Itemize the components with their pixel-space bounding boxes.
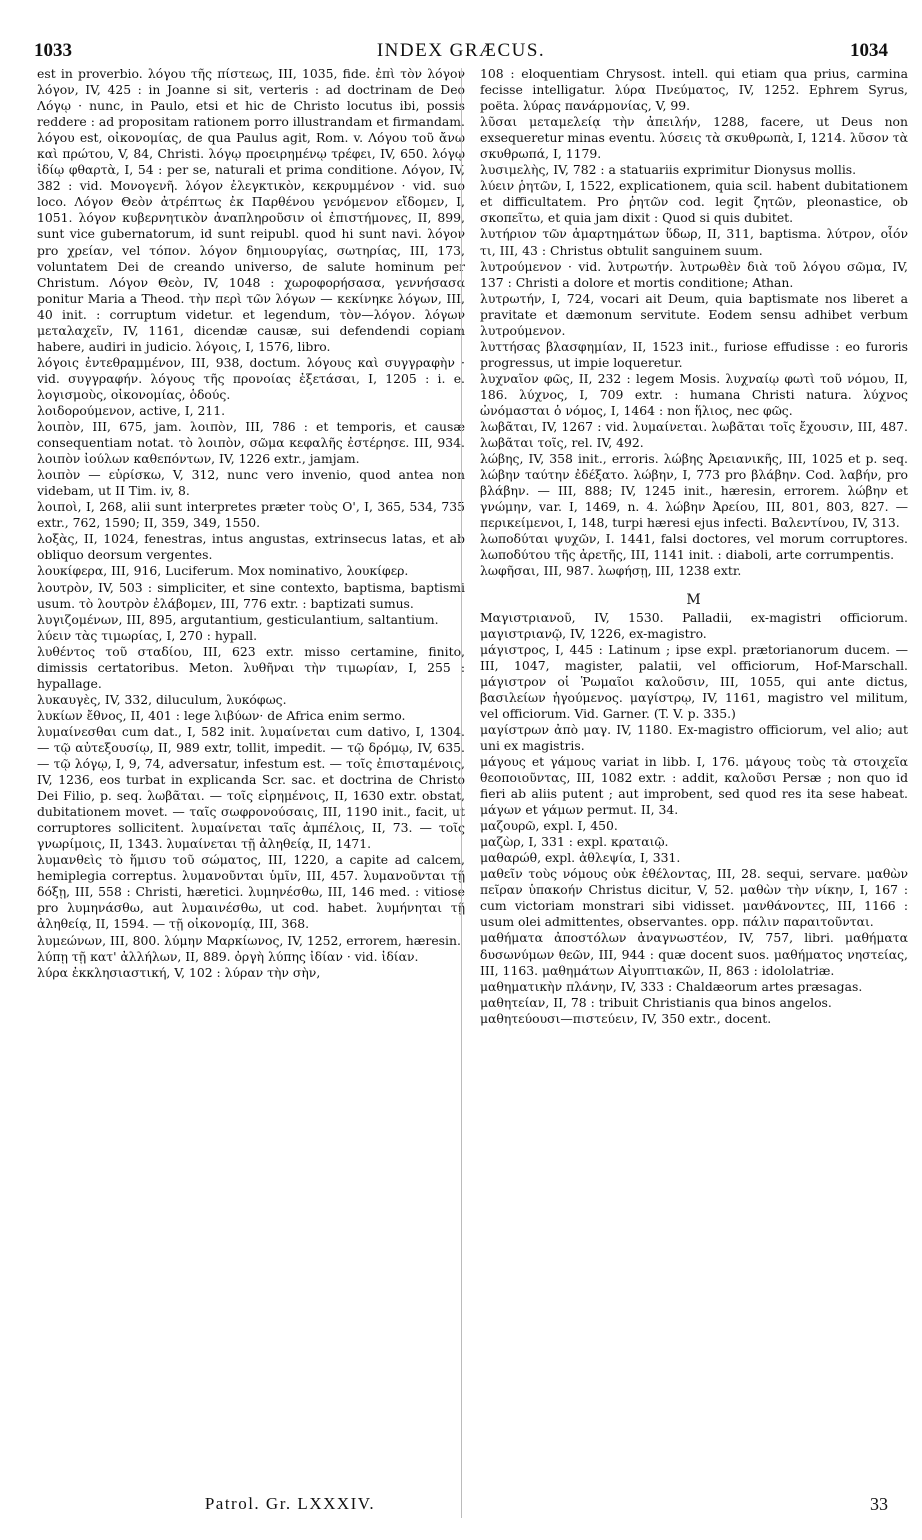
signature-mark: Patrol. Gr. LXXXIV. xyxy=(204,1494,376,1513)
index-entry: μαθεῖν τοὺς νόμους οὐκ ἐθέλοντας, III, 28. sequi, servare. μαθὼν πεῖραν ὑπακοήν Christus dicitur, V, 52. μαθὼν τὴν νίκην, I, 167 : cum victoriam monstrari sibi vidisset. μανθάνοντες, III, 1166 : usum olei admittentes, observantes. opp. πάλιν παραιτοῦνται. xyxy=(480,866,908,930)
index-entry: λύειν ῥητῶν, I, 1522, explicationem, quia scil. habent dubitationem et difficultatem. Pro ῥητῶν cod. legit ζητῶν, pleonastice, ob σκοπεῖτω, et quia jam dixit : Quod si quis dubitet. xyxy=(480,178,908,226)
index-entry: λυμαίνεσθαι cum dat., I, 582 init. λυμαίνεται cum dativo, I, 1304. — τῷ αὐτεξουσίῳ, II, 989 extr, tollit, impedit. — τῷ δρόμῳ, IV, 635. — τῷ λόγῳ, I, 9, 74, adversatur, infestum est. — τοῖς ἐπισταμένοις, IV, 1236, eos turbat in explicanda Scr. sac. et doctrina de Christo Dei Filio, p. seq. λωβᾶται. — τοῖς εἰρημένοις, II, 1630 extr. obstat, dubitationem movet. — ταῖς σωφρονούσαις, III, 1190 init., facit, ut corruptores sollicitent. λυμαίνεται ταῖς ἀμπέλοις, II, 73. — τοῖς γνωρίμοις, II, 1343. λυμαίνεται τῇ ἀληθείᾳ, II, 1471. xyxy=(37,723,465,852)
right-column xyxy=(480,66,908,1526)
index-entry: λυτρούμενον · vid. λυτρωτήν. λυτρωθὲν διὰ τοῦ λόγου σῶμα, IV, 137 : Christi a dolore et mortis conditione; Athan. xyxy=(480,258,908,290)
index-entry: λυμεώνων, III, 800. λύμην Μαρκίωνος, IV, 1252, errorem, hæresin. xyxy=(37,932,461,948)
index-entry: λυγιζομένων, III, 895, argutantium, gesticulantium, saltantium. xyxy=(37,611,439,627)
index-entry: λύρα ἐκκλησιαστική, V, 102 : λύραν τὴν σὴν, xyxy=(37,964,321,980)
column-divider xyxy=(461,68,462,1518)
index-entry: λοιποὶ, I, 268, alii sunt interpretes præter τοὺς Ο', I, 365, 534, 735 extr., 762, 1590; II, 359, 349, 1550. xyxy=(37,499,465,531)
left-column xyxy=(37,66,465,1526)
running-title: INDEX GRÆCUS. xyxy=(376,40,546,61)
index-entry: λυττήσας βλασφημίαν, II, 1523 init., furiose effudisse : eo furoris progressus, ut impie loqueretur. xyxy=(480,338,908,370)
index-entry: μαθαρώθ, expl. ἀθλεψία, I, 331. xyxy=(480,850,681,866)
index-entry: λουτρὸν, IV, 503 : simpliciter, et sine contexto, baptisma, baptismi usum. τὸ λουτρὸν ἐλάβομεν, III, 776 extr. : baptizati sumus. xyxy=(37,579,465,611)
section-letter: M xyxy=(686,591,702,608)
index-entry: λυτρωτήν, I, 724, vocari ait Deum, quia baptismate nos liberet a pravitate et dæmonum servitute. Eodem sensu adhibet verbum λυτρούμενον. xyxy=(480,290,908,338)
index-entry: μάγιστρος, I, 445 : Latinum ; ipse expl. prætorianorum ducem. — III, 1047, magister, palatii, vel officiorum, Hof-Marschall. μάγιστρον οἱ Ῥωμαῖοι καλοῦσιν, III, 1055, qui ante dictus, βασιλείων ἡγούμενος. μαγίστρῳ, IV, 1161, magistro vel militum, vel officiorum. Vid. Garner. (T. V. p. 335.) xyxy=(480,641,908,721)
index-entry: λυκαυγὲς, IV, 332, diluculum, λυκόφως. xyxy=(37,691,287,707)
index-entry: λωφῆσαι, III, 987. λωφήσῃ, III, 1238 extr. xyxy=(480,563,742,579)
signature-number: 33 xyxy=(870,1494,888,1514)
index-entry: λυχναῖον φῶς, II, 232 : legem Mosis. λυχναίῳ φωτὶ τοῦ νόμου, II, 186. λύχνος, I, 709 extr. : humana Christi natura. λύχνος ὠνόμασται ὁ νόμος, I, 1464 : non ἥλιος, nec φῶς. xyxy=(480,370,908,418)
index-entry: λώβης, IV, 358 init., erroris. λώβης Ἀρειανικῆς, III, 1025 et p. seq. λώβην ταύτην ἐδέξατο. λώβην, I, 773 pro βλάβην. Cod. λαβήν, pro βλάβην. — III, 888; IV, 1245 init., hæresin, errorem. λώβην et γνώμην, var. I, 1469, n. 4. λώβην Ἀρείου, III, 801, 803, 827. — περικείμενοι, I, 148, turpi hæresi ejus infecti. Βαλεντίνου, IV, 313. xyxy=(480,451,908,531)
page-number-right: 1034 xyxy=(850,40,888,61)
index-entry: μαθητείαν, II, 78 : tribuit Christianis qua binos angelos. xyxy=(480,994,832,1010)
index-entry: μαθήματα ἀποστόλων ἀναγνωστέον, IV, 757, libri. μαθήματα δυσωνύμων θεῶν, III, 944 : quæ docent suos. μαθήματος νηστείας, III, 1163. μαθημάτων Αἰγυπτιακῶν, II, 863 : idololatriæ. xyxy=(480,930,908,978)
index-entry: μάγους et γάμους variat in libb. I, 176. μάγους τοὺς τὰ στοιχεῖα θεοποιοῦντας, III, 1082 extr. : addit, καλοῦσι Persæ ; non quo id fieri ab aliis putent ; aut improbent, sed quod res ita sese habeat. μάγων et γάμων permut. II, 34. xyxy=(480,753,908,818)
index-entry: λουκίφερα, III, 916, Luciferum. Mox nominativo, λουκίφερ. xyxy=(37,563,409,579)
index-entry: λυσιμελὴς, IV, 782 : a statuariis exprimitur Dionysus mollis. xyxy=(480,162,857,178)
index-entry: μαγίστρων ἀπὸ μαγ. IV, 1180. Ex-magistro officiorum, vel alio; aut uni ex magistris. xyxy=(480,721,908,753)
index-entry: λυθέντος τοῦ σταδίου, III, 623 extr. misso certamine, finito, dimissis certatoribus. Meton. λυθῆναι τὴν τιμωρίαν, I, 255 : hypallage. xyxy=(37,643,465,691)
index-entry: λωποδύται ψυχῶν, I. 1441, falsi doctores, vel morum corruptores. λωποδύτου τῆς ἀρετῆς, III, 1141 init. : diaboli, arte corrumpentis. xyxy=(480,531,908,563)
index-entry: λυμανθεὶς τὸ ἥμισυ τοῦ σώματος, III, 1220, a capite ad calcem, hemiplegia correptus. λυμανοῦνται ὑμῖν, III, 457. λυμανοῦνται τῇ δόξῃ, III, 558 : Christi, hæretici. λυμηνέσθω, III, 146 med. : vitiose pro λυμηνάσθω, aut λυμαινέσθω, ut cod. habet. λυμήνηται τῇ ἀληθείᾳ, II, 1594. — τῇ οἰκονομίᾳ, III, 368. xyxy=(37,852,465,932)
page-header xyxy=(30,40,892,64)
index-entry: est in proverbio. λόγου τῆς πίστεως, III, 1035, fide. ἐπὶ τὸν λόγον λόγον, IV, 425 : in Joanne si sit, verteris : ad doctrinam de Deo Λόγῳ · nunc, in Paulo, etsi et hic de Christo locutus ibi, possis reddere : ad propositam rationem porro illustrandam et firmandam. λόγου est, οἰκονομίας, de qua Paulus agit, Rom. v. Λόγου τοῦ ἄνω καὶ πρώτου, V, 84, Christi. λόγῳ προειρημένῳ τρέφει, IV, 650. λόγῳ ἰδίῳ φθαρτὰ, I, 54 : per se, naturali et prima conditione. Λόγον, IV, 382 : vid. Μονογενῆ. λόγον ἐλεγκτικὸν, κεκρυμμένον · vid. suo loco. Λόγον Θεὸν ἀτρέπτως ἐκ Παρθένου γενόμενον εἴδομεν, I, 1051. λόγον κυβερνητικὸν ἀναπληροῦσιν οἱ ἐπιστήμονες, II, 899, sunt vice gubernatorum, id sunt reipubl. quod hi sunt navi. λόγον pro χρείαν, vel τόπον. λόγον δημιουργίας, σωτηρίας, III, 173, voluntatem Dei de creando universo, de salute hominum per Christum. Λόγον Θεὸν, IV, 1048 : χωροφορήσασα, γεννήσασα ponitur Maria a Theod. τὴν περὶ τῶν λόγων — κεκίνηκε λόγων, III, 40 init. : corruptum videtur. et legendum, τὸν—λόγον. λόγων μεταλαχεῖν, IV, 1161, dicendæ causæ, sui defendendi copiam habere, audiri in judicio. λόγοις, I, 1576, libro. xyxy=(37,66,465,354)
index-entry: μαζουρῶ, expl. I, 450. xyxy=(480,818,618,834)
index-entry: λυκίων ἔθνος, II, 401 : lege λιβύων· de Africa enim sermo. xyxy=(37,707,406,723)
index-entry: λοιπὸν, III, 675, jam. λοιπὸν, III, 786 : et temporis, et causæ consequentiam notat. τὸ λοιπὸν, σῶμα κεφαλῆς ἐστέρησε. III, 934. λοιπὸν ἰούλων καθεπόντων, IV, 1226 extr., jamjam. xyxy=(37,419,465,467)
index-entry: 108 : eloquentiam Chrysost. intell. qui etiam qua prius, carmina fecisse intelligatur. λύρα Πνεύματος, IV, 1252. Ephrem Syrus, poëta. λύρας πανάρμονίας, V, 99. xyxy=(480,66,908,114)
index-entry: λυτήριον τῶν ἁμαρτημάτων ὕδωρ, II, 311, baptisma. λύτρον, οἷόν τι, III, 43 : Christus obtulit sanguinem suum. xyxy=(480,226,908,258)
page-number-left: 1033 xyxy=(34,40,72,61)
index-entry: μαθηματικὴν πλάνην, IV, 333 : Chaldæorum artes præsagas. xyxy=(480,978,863,994)
index-entry: λῦσαι μεταμελείᾳ τὴν ἀπειλήν, 1288, facere, ut Deus non exsequeretur minas eventu. λύσεις τὰ σκυθρωπὰ, I, 1214. λῦσον τὰ σκυθρωπά, I, 1179. xyxy=(480,114,908,162)
index-entry: μαζὼρ, I, 331 : expl. κραταιῷ. xyxy=(480,834,669,850)
index-entry: λοξὰς, II, 1024, fenestras, intus angustas, extrinsecus latas, et ab obliquo deorsum vergentes. xyxy=(37,531,465,563)
index-entry: λύπῃ τῇ κατ' ἀλλήλων, II, 889. ὀργὴ λύπης ἰδίαν · vid. ἰδίαν. xyxy=(37,948,419,964)
index-entry: λοιπὸν — εὑρίσκω, V, 312, nunc vero invenio, quod antea non videbam, ut II Tim. iv, 8. xyxy=(37,467,465,499)
index-entry: μαθητεύουσι—πιστεύειν, IV, 350 extr., docent. xyxy=(480,1010,772,1026)
index-entry: λύειν τὰς τιμωρίας, I, 270 : hypall. xyxy=(37,627,258,643)
index-entry: Μαγιστριανοῦ, IV, 1530. Palladii, ex-magistri officiorum. μαγιστριανῷ, IV, 1226, ex-magistro. xyxy=(480,609,908,641)
index-entry: λοιδορούμενον, active, I, 211. xyxy=(37,402,226,418)
index-entry: λωβᾶται, IV, 1267 : vid. λυμαίνεται. λωβᾶται τοῖς ἔχουσιν, III, 487. λωβᾶται τοῖς, rel. IV, 492. xyxy=(480,419,908,451)
index-entry: λόγοις ἐντεθραμμένον, III, 938, doctum. λόγους καὶ συγγραφὴν · vid. συγγραφήν. λόγους τῆς προνοίας ἐξετάσαι, I, 1205 : i. e. λογισμοὺς, οἰκονομίας, ὁδούς. xyxy=(37,354,465,402)
